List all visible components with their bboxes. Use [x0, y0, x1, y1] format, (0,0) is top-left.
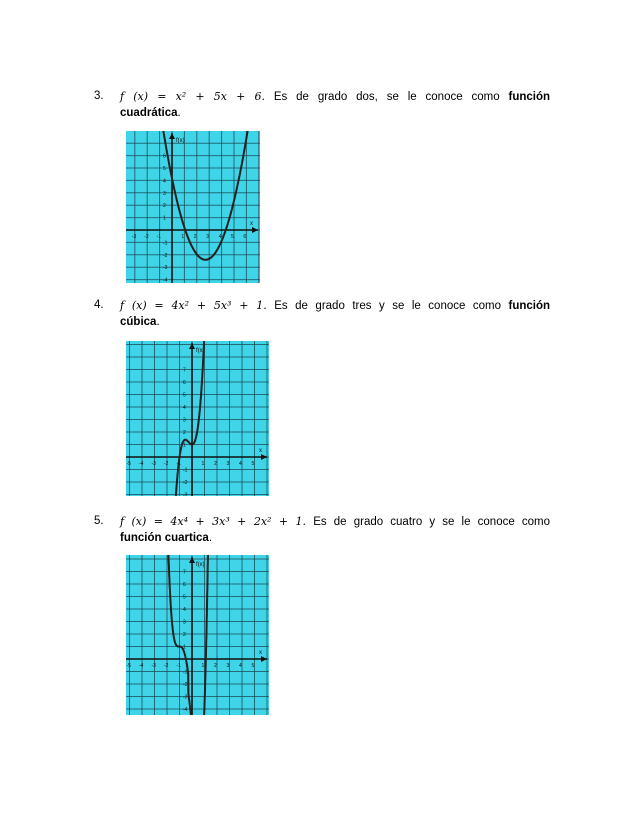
item-number: 5.: [94, 515, 104, 527]
x-tick-label: 5: [251, 461, 255, 467]
period: .: [208, 532, 213, 544]
x-tick-label: -5: [126, 663, 131, 669]
y-tick-label: -3: [183, 694, 188, 701]
y-tick-label: 7: [183, 569, 186, 576]
cubic-graph: [126, 341, 269, 496]
y-tick-label: 3: [183, 417, 186, 424]
formula: f (x) = 4x⁴ + 3x³ + 2x² + 1.: [120, 515, 307, 528]
x-tick-label: 3: [226, 461, 230, 467]
y-tick-label: 3: [183, 619, 186, 626]
item-line-2: [120, 530, 212, 547]
formula: f (x) = 4x² + 5x³ + 1.: [120, 299, 267, 312]
x-tick-label: -5: [126, 461, 131, 467]
x-tick-label: 1: [201, 663, 205, 669]
y-tick-label: 6: [163, 153, 166, 160]
description: Es de grado tres y se le conoce como: [274, 300, 501, 312]
term-continued: cuadrática: [120, 107, 178, 119]
y-tick-label: 1: [163, 215, 166, 222]
x-tick-label: 5: [231, 234, 234, 240]
y-axis-label: f(x): [196, 562, 205, 568]
x-tick-label: 3: [226, 663, 230, 669]
term: función: [508, 300, 551, 312]
y-tick-label: -2: [183, 682, 188, 688]
y-tick-label: 5: [183, 594, 186, 601]
y-tick-label: 2: [163, 203, 166, 210]
item-line-1: [120, 297, 550, 315]
item-line-2: [120, 314, 160, 331]
y-tick-label: -2: [183, 480, 188, 486]
x-axis-label: x: [250, 221, 253, 227]
y-tick-label: 2: [183, 430, 186, 436]
y-tick-label: 5: [163, 166, 166, 172]
x-tick-label: -2: [164, 663, 169, 669]
x-tick-label: 1: [201, 461, 205, 467]
formula: f (x) = x² + 5x + 6.: [120, 90, 265, 103]
y-tick-label: 6: [183, 582, 186, 588]
x-tick-label: -1: [176, 461, 181, 467]
y-axis-label: f(x): [176, 138, 185, 144]
item-line-1: [120, 513, 550, 531]
period: .: [156, 316, 160, 328]
item-number: 3.: [94, 90, 104, 102]
y-tick-label: 4: [183, 405, 186, 411]
x-tick-label: 2: [193, 234, 197, 240]
period: .: [177, 107, 181, 119]
item-line-1: [120, 88, 550, 106]
y-tick-label: 1: [183, 644, 186, 651]
x-axis-label: x: [259, 650, 262, 656]
y-tick-label: 6: [183, 380, 186, 386]
term: función: [508, 91, 551, 103]
y-tick-label: -1: [183, 467, 188, 474]
y-tick-label: -1: [183, 669, 188, 676]
y-tick-label: -4: [183, 707, 188, 713]
x-tick-label: -2: [164, 461, 169, 467]
y-tick-label: 7: [183, 367, 186, 374]
term: función cuartica: [120, 532, 209, 544]
y-tick-label: 4: [163, 178, 166, 185]
x-tick-label: 4: [218, 234, 222, 240]
item-number: 4.: [94, 299, 104, 311]
x-tick-label: 5: [251, 663, 255, 669]
y-tick-label: 5: [183, 392, 186, 399]
x-tick-label: -1: [156, 234, 162, 240]
x-tick-label: 4: [239, 461, 242, 467]
description: Es de grado dos, se le conoce como: [273, 91, 500, 103]
y-tick-label: 3: [163, 190, 166, 197]
x-axis-label: x: [259, 448, 262, 454]
quartic-graph: [126, 555, 269, 715]
x-tick-label: 6: [243, 234, 247, 240]
x-tick-label: 4: [239, 663, 242, 669]
x-tick-label: 2: [214, 461, 217, 467]
y-tick-label: -1: [163, 240, 168, 247]
y-axis-label: f(x): [196, 348, 205, 354]
graph-background: [126, 341, 269, 496]
x-tick-label: -1: [176, 663, 181, 669]
y-tick-label: -4: [163, 277, 168, 283]
y-tick-label: -2: [163, 252, 168, 259]
description: Es de grado cuatro y se le conoce como: [313, 516, 550, 528]
y-tick-label: 4: [183, 607, 186, 613]
graph-background: [126, 555, 269, 715]
x-tick-label: -3: [151, 461, 156, 467]
quadratic-graph: [126, 131, 260, 283]
x-tick-label: -3: [151, 663, 156, 669]
y-tick-label: 1: [183, 442, 186, 449]
x-tick-label: -4: [139, 461, 144, 467]
graph-background: [126, 131, 260, 283]
x-tick-label: 3: [206, 234, 209, 240]
x-tick-label: -2: [144, 234, 149, 240]
term-continued: cúbica: [120, 316, 157, 328]
y-tick-label: 2: [183, 632, 186, 638]
x-tick-label: 1: [181, 234, 185, 240]
y-tick-label: -3: [163, 265, 168, 272]
x-tick-label: -3: [131, 234, 137, 240]
x-tick-label: -4: [139, 663, 144, 669]
x-tick-label: 2: [214, 663, 217, 669]
item-line-2: [120, 105, 181, 122]
y-tick-label: -3: [183, 492, 188, 496]
